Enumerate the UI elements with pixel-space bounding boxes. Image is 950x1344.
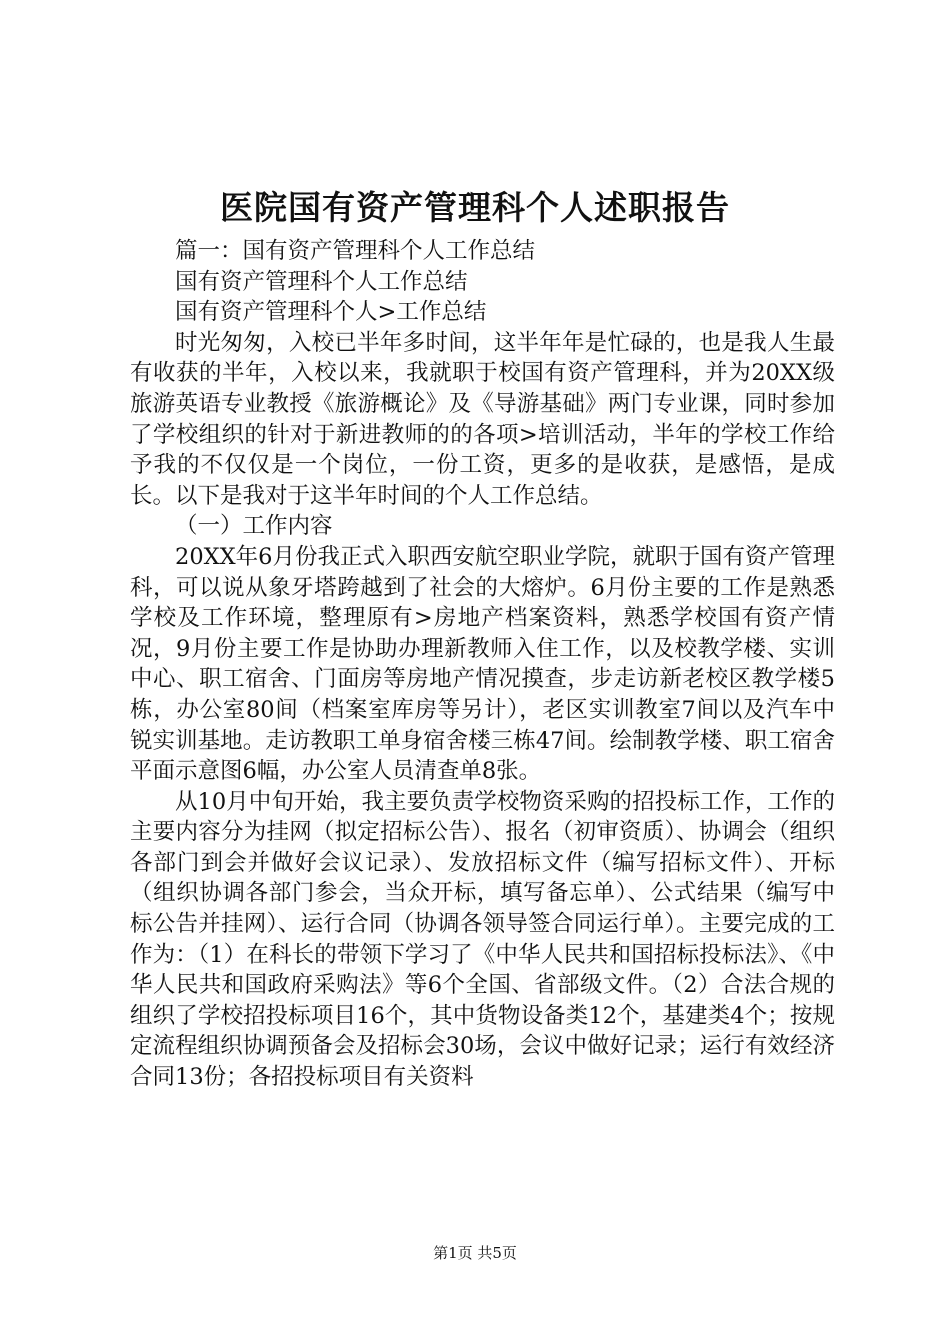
paragraph-2: 20XX年6月份我正式入职西安航空职业学院，就职于国有资产管理科，可以说从象牙塔跨越到了社会的大熔炉。6月份主要的工作是熟悉学校及工作环境，整理原有>房地产档案资料，熟悉学校国有资产情况，9月份主要工作是协助办理新教师入住工作，以及校教学楼、实训中心、职工宿舍、门面房等房地产情况摸查，步走访新老校区教学楼5栋，办公室80间（档案室库房等另计），老区实训教室7间以及汽车中锐实训基地。走访教职工单身宿舍楼三栋47间。绘制教学楼、职工宿舍平面示意图6幅，办公室人员清查单8张。 <box>130 543 835 785</box>
document-body <box>130 236 835 1093</box>
section-heading: （一）工作内容 <box>175 513 333 540</box>
paragraph-1: 时光匆匆，入校已半年多时间，这半年年是忙碌的，也是我人生最有收获的半年，入校以来，我就职于校国有资产管理科，并为20XX级旅游英语专业教授《旅游概论》及《导游基础》两门专业课，同时参加了学校组织的针对于新进教师的的各项>培训活动，半年的学校工作给予我的不仅仅是一个岗位，一份工资，更多的是收获，是感悟，是成长。以下是我对于这半年时间的个人工作总结。 <box>130 329 835 509</box>
document-title: 医院国有资产管理科个人述职报告 <box>220 188 730 227</box>
heading-line-2: 国有资产管理科个人工作总结 <box>175 268 468 295</box>
page-footer: 第1页 共5页 <box>433 1244 517 1262</box>
paragraph-3: 从10月中旬开始，我主要负责学校物资采购的招投标工作，工作的主要内容分为挂网（拟定招标公告）、报名（初审资质）、协调会（组织各部门到会并做好会议记录）、发放招标文件（编写招标文件）、开标（组织协调各部门参会，当众开标，填写备忘单）、公式结果（编写中标公告并挂网）、运行合同（协调各领导签合同运行单）。主要完成的工作为：（1）在科长的带领下学习了《中华人民共和国招标投标法》、《中华人民共和国政府采购法》等6个全国、省部级文件。（2）合法合规的组织了学校招投标项目16个，其中货物设备类12个，基建类4个；按规定流程组织协调预备会及招标会30场，会议中做好记录；运行有效经济合同13份；各招投标项目有关资料 <box>130 788 835 1091</box>
heading-line-1: 篇一：国有资产管理科个人工作总结 <box>175 238 536 264</box>
heading-line-3: 国有资产管理科个人>工作总结 <box>175 299 487 326</box>
